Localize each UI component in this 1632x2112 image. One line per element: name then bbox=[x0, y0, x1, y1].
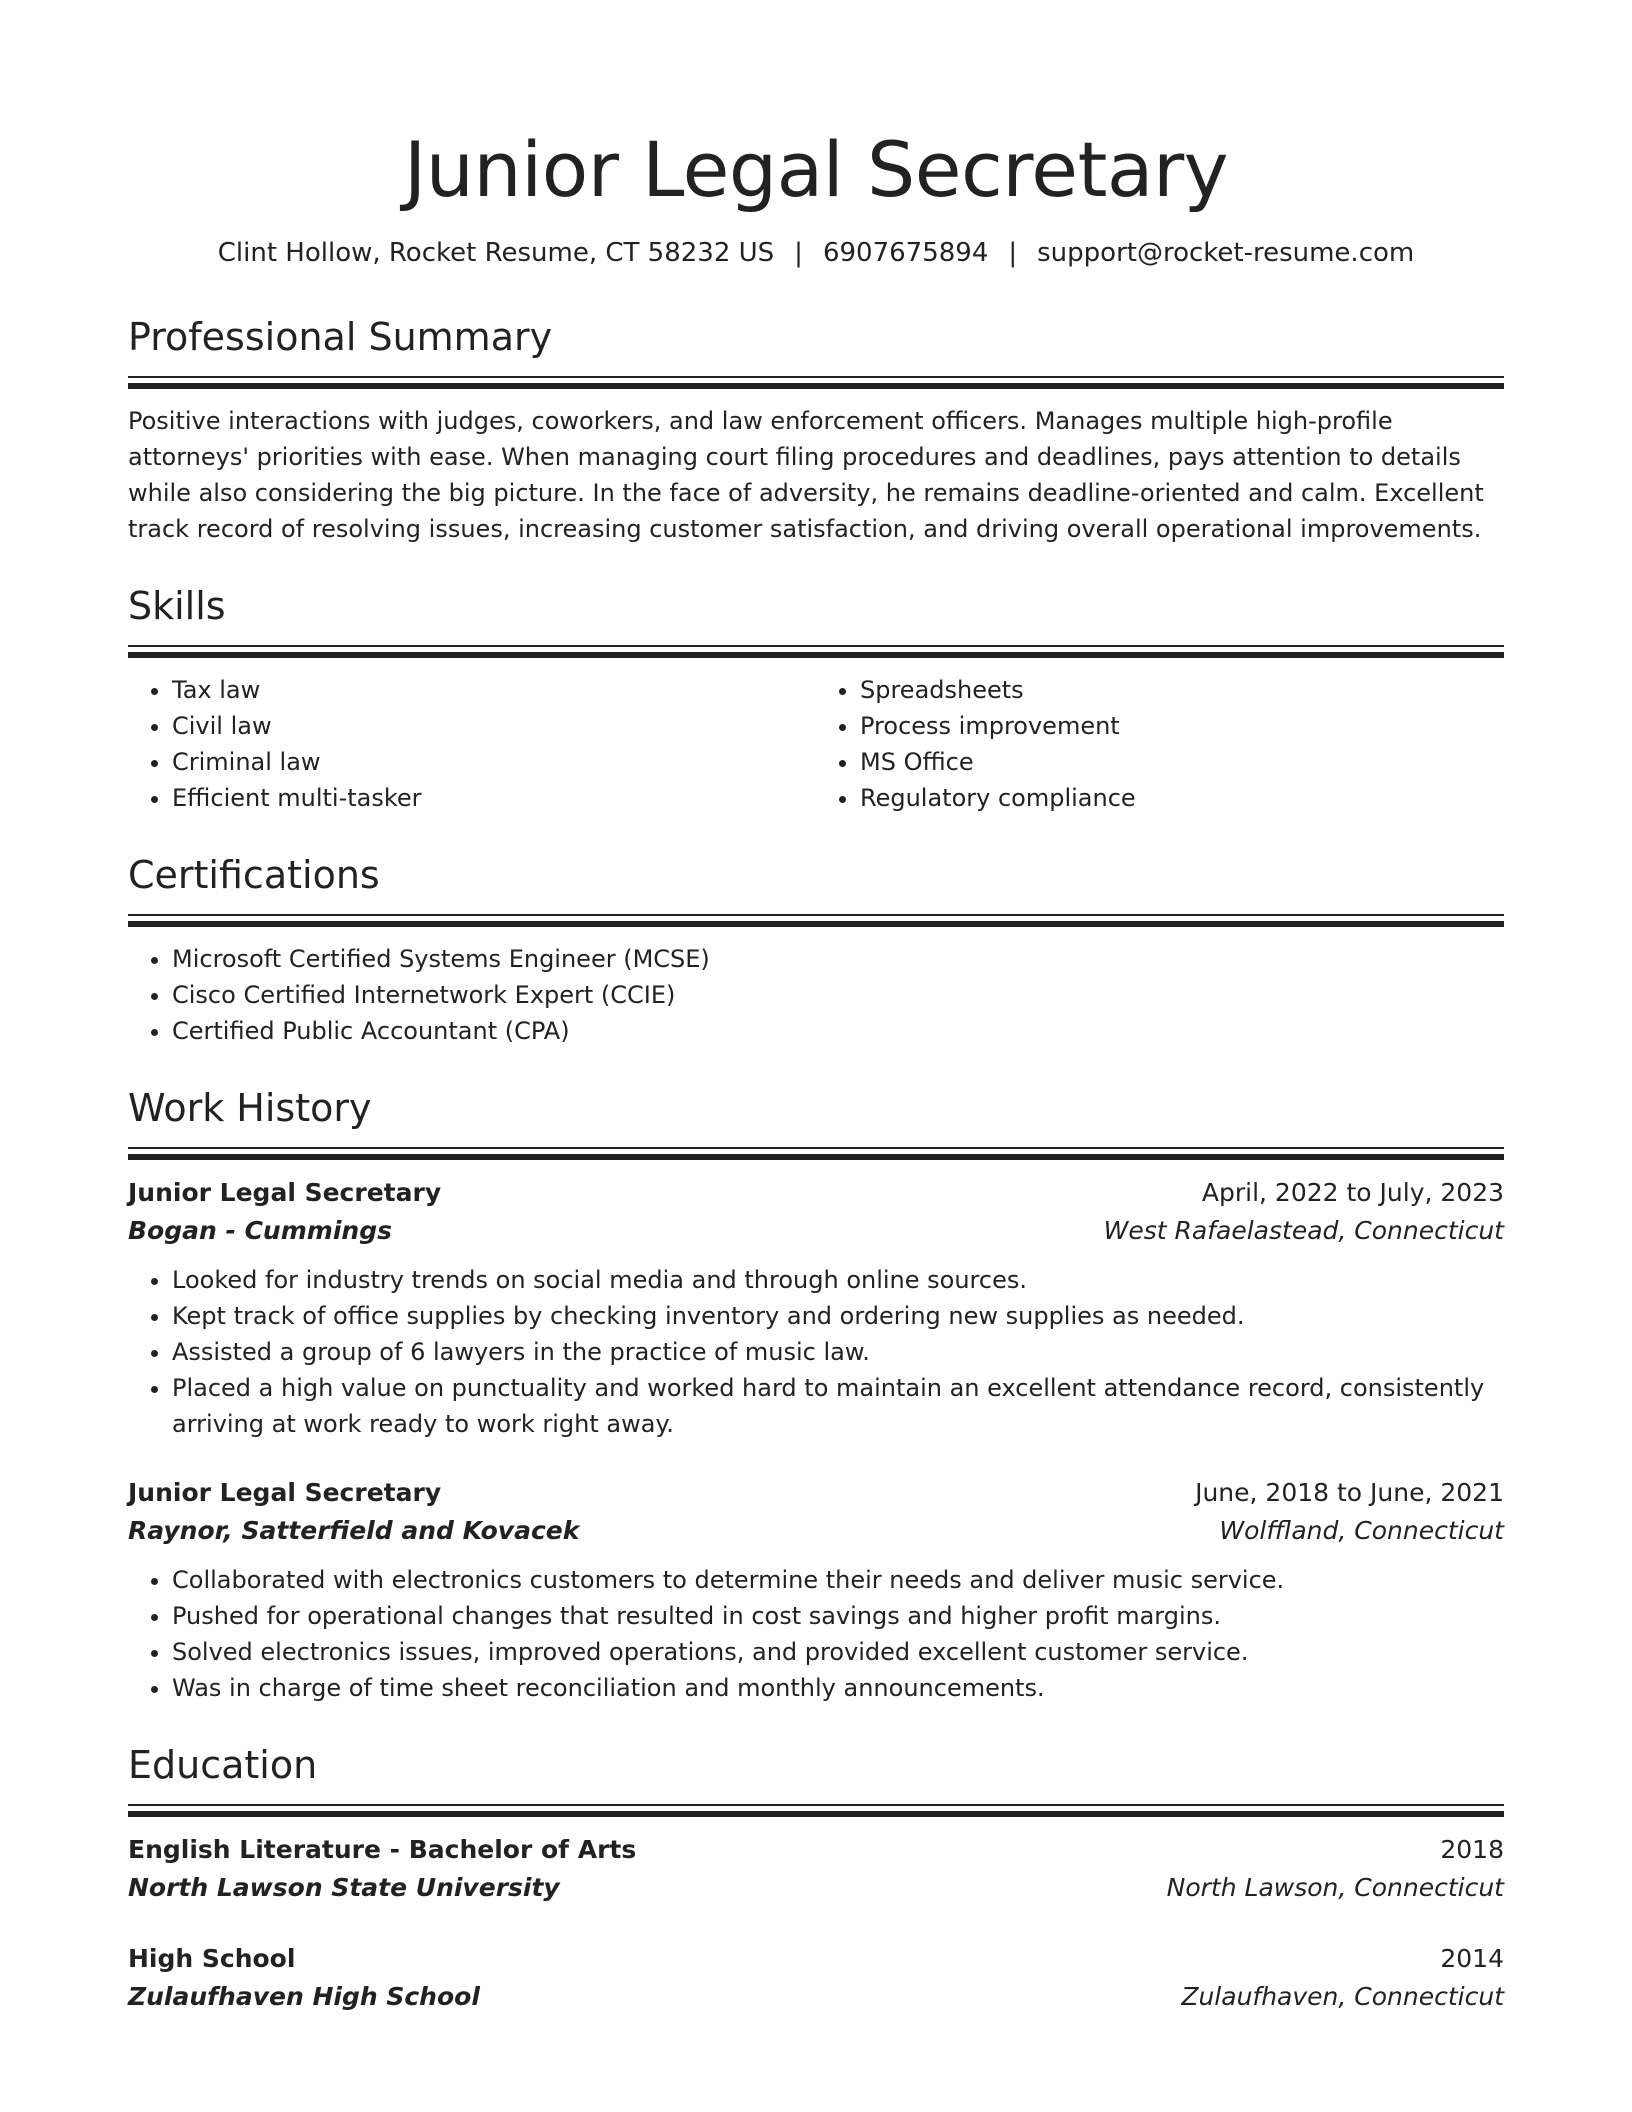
job-company: Raynor, Satterfield and Kovacek bbox=[128, 1516, 580, 1545]
skill-item: • Criminal law bbox=[172, 744, 816, 780]
contact-phone: 6907675894 bbox=[822, 238, 989, 268]
skill-item: • Tax law bbox=[172, 672, 816, 708]
section-rule-thin bbox=[128, 645, 1504, 647]
certification-item: • Microsoft Certified Systems Engineer (MCSE) bbox=[172, 941, 1504, 977]
education-entry bbox=[128, 1940, 1504, 2016]
skills-columns bbox=[128, 672, 1504, 816]
education-subheader bbox=[128, 1869, 1504, 1907]
education-subheader bbox=[128, 1978, 1504, 2016]
section-rule-thick bbox=[128, 1811, 1504, 1817]
job-location: West Rafaelastead, Connecticut bbox=[1103, 1216, 1504, 1245]
job-bullet: • Pushed for operational changes that resulted in cost savings and higher profit margins. bbox=[172, 1598, 1504, 1634]
summary-section bbox=[128, 312, 1504, 547]
job-subheader bbox=[128, 1212, 1504, 1250]
job-bullet: • Assisted a group of 6 lawyers in the practice of music law. bbox=[172, 1334, 1504, 1370]
job-subheader bbox=[128, 1512, 1504, 1550]
education-location: North Lawson, Connecticut bbox=[1166, 1873, 1504, 1902]
job-header bbox=[128, 1474, 1504, 1512]
certification-item: • Certified Public Accountant (CPA) bbox=[172, 1013, 1504, 1049]
section-rule-thin bbox=[128, 914, 1504, 916]
certification-item: • Cisco Certified Internetwork Expert (CCIE) bbox=[172, 977, 1504, 1013]
job-dates: June, 2018 to June, 2021 bbox=[1195, 1478, 1504, 1507]
job-title: Junior Legal Secretary bbox=[128, 1478, 442, 1507]
job-bullet: • Placed a high value on punctuality and worked hard to maintain an excellent attendance record, consistently arriving at work ready to work right away. bbox=[172, 1370, 1504, 1442]
job-bullet-list bbox=[128, 1262, 1504, 1442]
work-history-section bbox=[128, 1083, 1504, 1706]
education-section bbox=[128, 1740, 1504, 2016]
job-bullet: • Kept track of office supplies by checking inventory and ordering new supplies as needed. bbox=[172, 1298, 1504, 1334]
skill-item: • Spreadsheets bbox=[860, 672, 1504, 708]
skill-item: • MS Office bbox=[860, 744, 1504, 780]
skills-list-right bbox=[816, 672, 1504, 816]
section-rule-thin bbox=[128, 1147, 1504, 1149]
contact-line bbox=[128, 236, 1504, 270]
section-title-summary: Professional Summary bbox=[128, 315, 553, 359]
section-rule-thin bbox=[128, 1804, 1504, 1806]
education-location: Zulaufhaven, Connecticut bbox=[1181, 1982, 1504, 2011]
education-school: North Lawson State University bbox=[128, 1873, 560, 1902]
education-degree: English Literature - Bachelor of Arts bbox=[128, 1835, 637, 1864]
skill-item: • Efficient multi-tasker bbox=[172, 780, 816, 816]
job-bullet: • Collaborated with electronics customers to determine their needs and deliver music service. bbox=[172, 1562, 1504, 1598]
section-rule-thick bbox=[128, 921, 1504, 927]
section-title-skills: Skills bbox=[128, 584, 226, 628]
education-year: 2014 bbox=[1440, 1944, 1504, 1973]
job-bullet: • Was in charge of time sheet reconciliation and monthly announcements. bbox=[172, 1670, 1504, 1706]
section-rule-thick bbox=[128, 652, 1504, 658]
education-year: 2018 bbox=[1440, 1835, 1504, 1864]
education-degree: High School bbox=[128, 1944, 296, 1973]
skill-item: • Regulatory compliance bbox=[860, 780, 1504, 816]
education-header bbox=[128, 1940, 1504, 1978]
education-school: Zulaufhaven High School bbox=[128, 1982, 480, 2011]
skill-item: • Civil law bbox=[172, 708, 816, 744]
job-bullet: • Solved electronics issues, improved operations, and provided excellent customer service. bbox=[172, 1634, 1504, 1670]
job-entry bbox=[128, 1174, 1504, 1442]
contact-address: Clint Hollow, Rocket Resume, CT 58232 US bbox=[217, 238, 775, 268]
certifications-list bbox=[128, 941, 1504, 1049]
job-title: Junior Legal Secretary bbox=[128, 1178, 442, 1207]
job-header bbox=[128, 1174, 1504, 1212]
summary-text: Positive interactions with judges, coworkers, and law enforcement officers. Manages multiple high-profile attorneys' priorities with ease. When managing court filing procedures and deadlines, pays attention to details while also considering the big picture. In the face of adversity, he remains deadline-oriented and calm. Excellent track record of resolving issues, increasing customer satisfaction, and driving overall operational improvements. bbox=[128, 407, 1484, 543]
education-header bbox=[128, 1831, 1504, 1869]
certifications-section bbox=[128, 850, 1504, 1049]
contact-separator: | bbox=[794, 238, 803, 268]
section-title-certifications: Certifications bbox=[128, 853, 380, 897]
section-rule-thick bbox=[128, 383, 1504, 389]
section-rule-thick bbox=[128, 1154, 1504, 1160]
skill-item: • Process improvement bbox=[860, 708, 1504, 744]
section-rule-thin bbox=[128, 376, 1504, 378]
contact-separator: | bbox=[1008, 238, 1018, 268]
job-location: Wolffland, Connecticut bbox=[1219, 1516, 1504, 1545]
contact-email[interactable]: support@rocket-resume.com bbox=[1037, 238, 1415, 268]
education-entry bbox=[128, 1831, 1504, 1907]
job-company: Bogan - Cummings bbox=[128, 1216, 392, 1245]
skills-section bbox=[128, 581, 1504, 816]
job-bullet-list bbox=[128, 1562, 1504, 1706]
candidate-name: Junior Legal Secretary bbox=[403, 125, 1229, 214]
skills-list-left bbox=[128, 672, 816, 816]
section-title-work: Work History bbox=[128, 1086, 372, 1130]
job-dates: April, 2022 to July, 2023 bbox=[1201, 1178, 1504, 1207]
job-bullet: • Looked for industry trends on social media and through online sources. bbox=[172, 1262, 1504, 1298]
job-entry bbox=[128, 1474, 1504, 1706]
section-title-education: Education bbox=[128, 1743, 318, 1787]
